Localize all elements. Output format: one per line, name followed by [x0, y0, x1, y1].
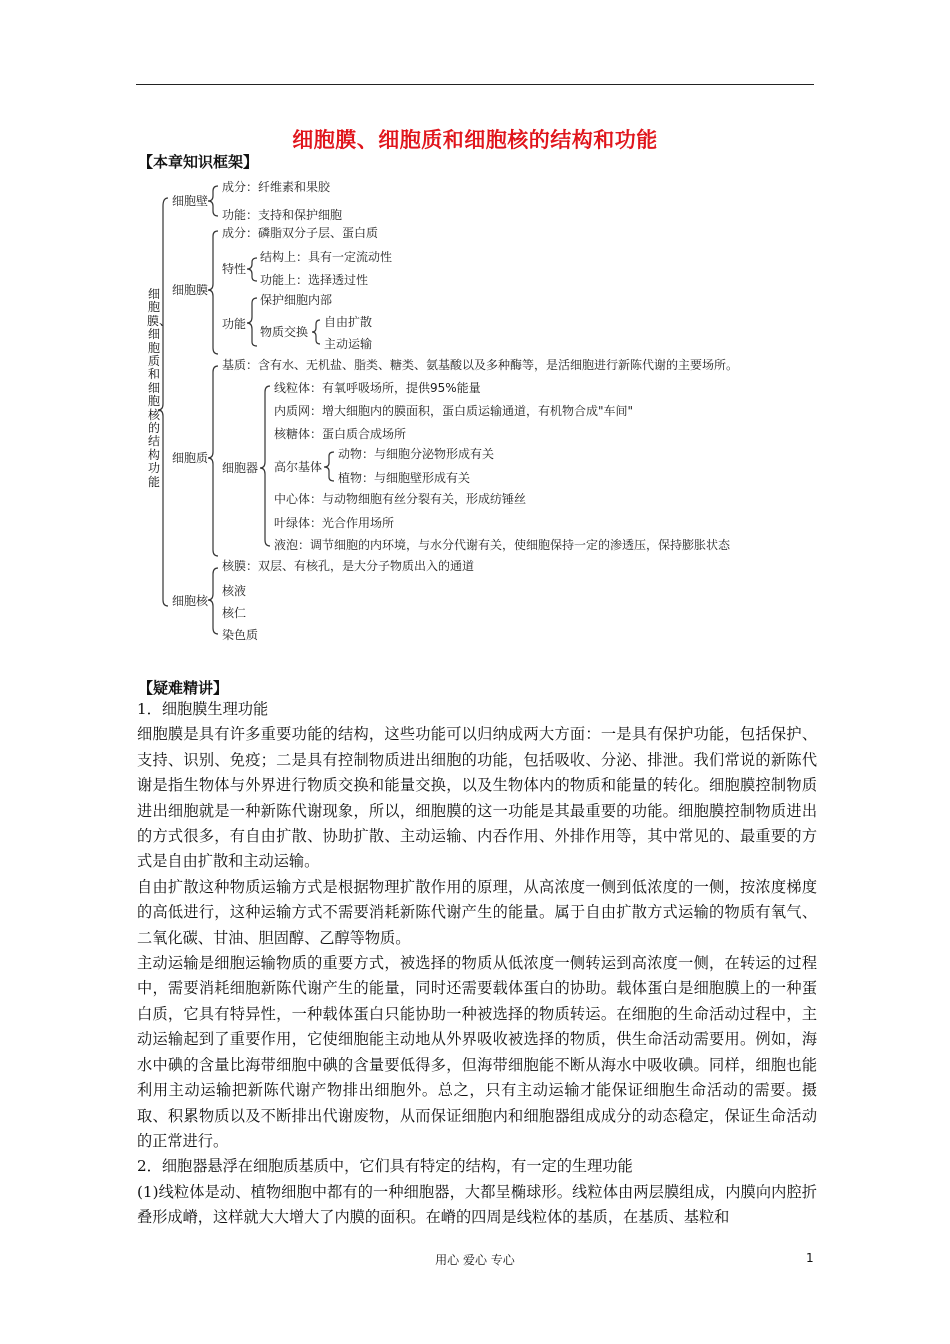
active-transport: 主动运输 — [324, 337, 373, 351]
difficult-heading: 【疑难精讲】 — [138, 679, 229, 697]
free-diffusion: 自由扩散 — [324, 315, 373, 329]
cytoplasm-matrix: 基质：含有水、无机盐、脂类、糖类、氨基酸以及多种酶等，是活细胞进行新陈代谢的主要场所。 — [222, 358, 739, 372]
footer-text: 用心 爱心 专心 — [435, 1253, 515, 1267]
paragraph: 细胞膜是具有许多重要功能的结构，这些功能可以归纳成两大方面：一是具有保护功能，包括保护、支持、识别、免疫；二是具有控制物质进出细胞的功能，包括吸收、分泌、排泄。我们常说的新陈代谢是指生物体与外界进行物质交换和能量交换，以及生物体内的物质和能量的转化。细胞膜控制物质进出细胞就是一种新陈代谢现象，所以，细胞膜的这一功能是其最重要的功能。细胞膜控制物质进出的方式很多，有自由扩散、协助扩散、主动运输、内吞作用、外排作用等，其中常见的、最重要的方式是自由扩散和主动运输。 — [137, 725, 817, 871]
ribosome: 核糖体：蛋白质合成场所 — [274, 427, 407, 441]
vacuole: 液泡：调节细胞的内环境，与水分代谢有关，使细胞保持一定的渗透压，保持膨胀状态 — [274, 538, 731, 552]
membrane-selective: 功能上：选择透过性 — [260, 273, 369, 287]
nuclear-sap: 核液 — [222, 584, 247, 598]
membrane-structure: 结构上：具有一定流动性 — [260, 250, 393, 264]
centrosome: 中心体：与动物细胞有丝分裂有关，形成纺锤丝 — [274, 492, 527, 506]
knowledge-framework-diagram — [136, 176, 776, 646]
cell-wall-label: 细胞壁 — [172, 194, 209, 208]
golgi: 高尔基体 — [274, 460, 323, 474]
membrane-function-label: 功能 — [222, 317, 247, 331]
framework-heading: 【本章知识框架】 — [138, 153, 259, 171]
page-number: 1 — [806, 1251, 814, 1265]
nucleolus: 核仁 — [222, 606, 247, 620]
paragraph: 2．细胞器悬浮在细胞质基质中，它们具有特定的结构，有一定的生理功能 — [137, 1157, 633, 1176]
membrane-exchange: 物质交换 — [260, 325, 309, 339]
golgi-animal: 动物：与细胞分泌物形成有关 — [338, 447, 495, 461]
nuclear-envelope: 核膜：双层、有核孔，是大分子物质出入的通道 — [222, 559, 475, 573]
membrane-protect: 保护细胞内部 — [260, 293, 333, 307]
paragraph: 主动运输是细胞运输物质的重要方式，被选择的物质从低浓度一侧转运到高浓度一侧，在转运的过程中，需要消耗细胞新陈代谢产生的能量，同时还需要载体蛋白的协助。载体蛋白是细胞膜上的一种蛋白质，它具有特异性，一种载体蛋白只能协助一种被选择的物质转运。在细胞的生命活动过程中，主动运输起到了重要作用，它使细胞能主动地从外界吸收被选择的物质，供生命活动需要用。例如，海水中碘的含量比海带细胞中碘的含量要低得多，但海带细胞能不断从海水中吸收碘。同样，细胞也能利用主动运输把新陈代谢产物排出细胞外。总之，只有主动运输才能保证细胞生命活动的需要。摄取、积累物质以及不断排出代谢废物，从而保证细胞内和细胞器组成成分的动态稳定，保证生命活动的正常进行。 — [137, 954, 817, 1150]
diagram-root-label: 细胞膜、细胞质和细胞核的结构功能 — [147, 287, 172, 489]
mitochondria: 线粒体：有氧呼吸场所，提供95%能量 — [274, 381, 481, 395]
paragraph: 1．细胞膜生理功能 — [137, 700, 269, 718]
cytoplasm-label: 细胞质 — [172, 451, 209, 465]
cell-wall-function: 功能：支持和保护细胞 — [222, 208, 343, 222]
chromatin: 染色质 — [222, 628, 259, 642]
endoplasmic-reticulum: 内质网：增大细胞内的膜面积，蛋白质运输通道，有机物合成"车间" — [274, 404, 634, 418]
header-rule — [136, 84, 814, 85]
organelle-label: 细胞器 — [222, 461, 259, 475]
cell-wall-composition: 成分：纤维素和果胶 — [222, 180, 331, 194]
body-text — [137, 697, 817, 1231]
membrane-label: 细胞膜 — [172, 283, 209, 297]
nucleus-label: 细胞核 — [172, 594, 209, 608]
chloroplast: 叶绿体：光合作用场所 — [274, 516, 395, 530]
paragraph: 自由扩散这种物质运输方式是根据物理扩散作用的原理，从高浓度一侧到低浓度的一侧，按浓度梯度的高低进行，这种运输方式不需要消耗新陈代谢产生的能量。属于自由扩散方式运输的物质有氧气、二氧化碳、甘油、胆固醇、乙醇等物质。 — [137, 877, 817, 947]
paragraph: (1)线粒体是动、植物细胞中都有的一种细胞器，大都呈椭球形。线粒体由两层膜组成，内膜向内腔折叠形成嵴，这样就大大增大了内膜的面积。在嵴的四周是线粒体的基质，在基质、基粒和 — [137, 1182, 817, 1227]
membrane-composition: 成分：磷脂双分子层、蛋白质 — [222, 226, 379, 240]
membrane-property-label: 特性 — [222, 262, 247, 276]
page-title: 细胞膜、细胞质和细胞核的结构和功能 — [292, 128, 658, 152]
golgi-plant: 植物：与细胞壁形成有关 — [338, 471, 471, 485]
